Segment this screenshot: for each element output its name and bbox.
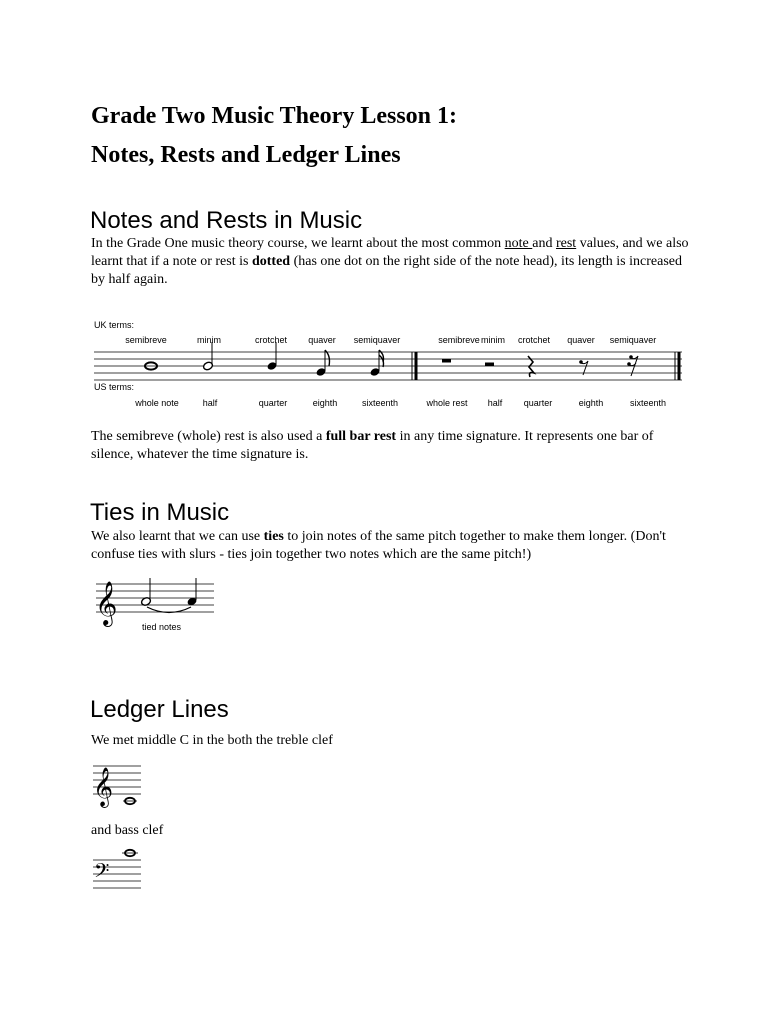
text-span: In the Grade One music theory course, we learnt about the most common [91,236,505,251]
tied-minim-note-icon [140,578,151,607]
us-term-label: whole note [135,398,179,408]
bold-term-dotted: dotted [251,254,291,269]
us-terms-label: US terms: [94,382,135,392]
tied-notes-figure [92,570,222,636]
uk-term-label: minim [197,335,221,345]
minim-note-icon [202,342,213,371]
uk-term-label: semibreve [125,335,167,345]
treble-clef-icon: 𝄞 [93,767,114,807]
uk-term-label: crotchet [254,335,288,345]
text-span: The semibreve (whole) rest is also used a [91,429,326,444]
treble-middle-c-paragraph: We met middle C in the both the treble clef [91,733,333,748]
tied-notes-caption: tied notes [142,622,182,632]
section-heading-ties: Ties in Music [90,499,230,526]
us-term-label: whole rest [426,398,468,408]
page-title-line1: Grade Two Music Theory Lesson 1: [91,103,458,129]
uk-term-label: quaver [567,335,595,345]
us-term-label: quarter [258,398,288,408]
note-values-figure [90,316,690,416]
ties-paragraph [91,528,691,564]
uk-terms-label: UK terms: [94,320,135,330]
text-span: We also learnt that we can use [91,529,264,544]
page-title-line2: Notes, Rests and Ledger Lines [91,142,401,168]
us-term-label: quarter [523,398,553,408]
minim-rest-icon [485,363,494,367]
us-term-label: half [487,398,503,408]
bass-clef-middle-c-figure [91,848,143,896]
bass-clef-icon: 𝄢 [94,859,110,887]
note-link[interactable]: note [504,236,533,251]
section-heading-ledger-lines: Ledger Lines [90,696,229,723]
uk-term-label: minim [481,335,505,345]
treble-clef-middle-c-figure [91,758,143,810]
uk-term-label: semibreve [438,335,480,345]
semibreve-rest-icon [442,359,451,363]
text-span: values, and we also learnt that if a note or rest is [91,236,689,269]
tied-crotchet-note-icon [186,578,197,607]
text-span: (has one dot on the right side of the note head), its length is increased by half again. [91,254,682,287]
rest-link[interactable]: rest [555,236,577,251]
text-span: and [532,236,556,251]
uk-term-label: quaver [308,335,336,345]
uk-term-label: semiquaver [353,335,401,345]
treble-clef-icon [95,581,117,627]
uk-term-label: crotchet [517,335,551,345]
crotchet-note-icon [266,342,277,371]
full-bar-rest-paragraph [91,428,691,464]
section-heading-notes-rests: Notes and Rests in Music [90,207,363,234]
bold-term-ties: ties [263,529,284,544]
text-span: to join notes of the same pitch together to make them longer. (Don't confuse ties with slurs - ties join together two notes which are the same pitch!) [91,529,666,562]
svg-text:𝄞: 𝄞 [95,581,118,625]
us-term-label: sixteenth [629,398,667,408]
us-term-label: half [202,398,218,408]
uk-term-label: semiquaver [609,335,657,345]
us-term-label: sixteenth [361,398,399,408]
us-term-label: eighth [312,398,338,408]
text-span: in any time signature. It represents one bar of silence, whatever the time signature is. [91,429,654,462]
notes-rests-paragraph [91,235,691,289]
us-term-label: eighth [578,398,604,408]
bold-term-full-bar-rest: full bar rest [325,429,397,444]
bass-middle-c-paragraph: and bass clef [91,823,164,838]
